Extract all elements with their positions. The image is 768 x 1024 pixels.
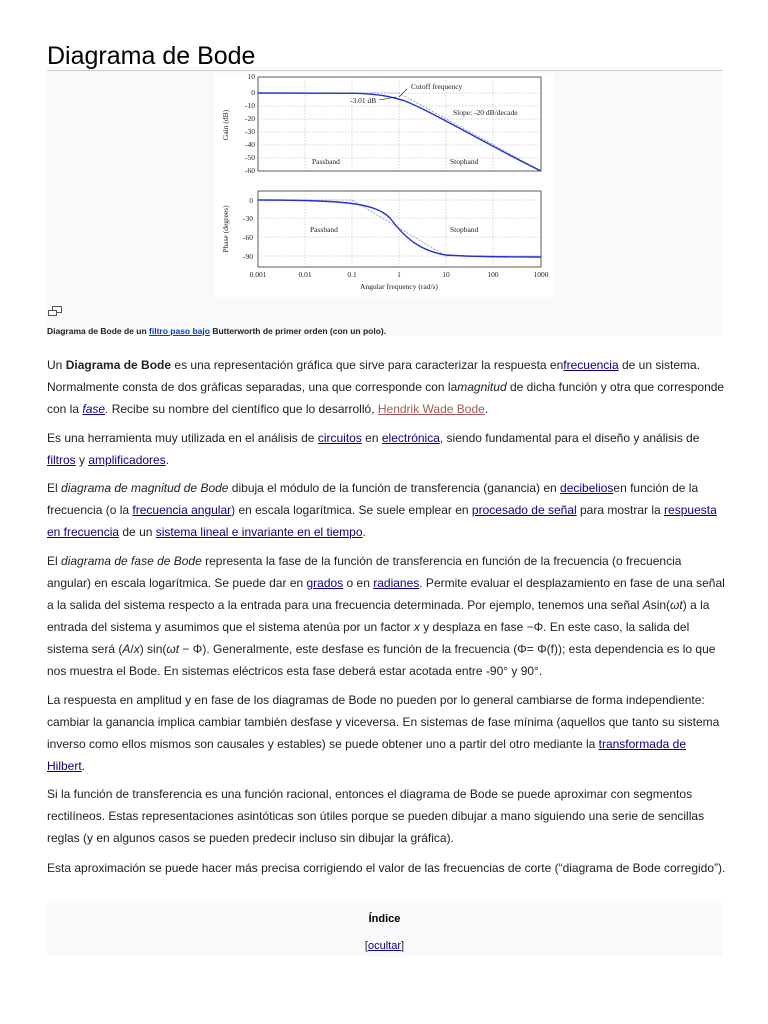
db3-annotation: -3.01 dB (350, 96, 377, 105)
paragraph-magnitude: El diagrama de magnitud de Bode dibuja el módulo de la función de transferencia (ganancia) en decibeliosen función de la frecuencia (o la frecuencia angular) en escala logarítmica. Se suele emplear en procesado de señal para mostrar la respuesta en frecuencia de un sistema lineal e invariante en el tiempo. (47, 481, 717, 539)
mag-ylabel: Gain (dB) (221, 109, 230, 141)
toc-title: Índice (368, 913, 401, 925)
xtick: 0.1 (347, 270, 357, 279)
page-title: Diagrama de Bode (47, 42, 256, 70)
mag-ytick: -30 (245, 127, 255, 136)
mag-ytick: -40 (245, 140, 255, 149)
toc-hide-link[interactable]: ocultar (367, 940, 402, 952)
passband-label: Passband (312, 157, 340, 166)
xtick: 1 (397, 270, 401, 279)
slope-annotation: Slope: -20 dB/decade (453, 108, 518, 117)
mag-ytick: -50 (245, 153, 255, 162)
link-hendrik-bode[interactable]: Hendrik Wade Bode (377, 402, 485, 416)
figure-caption: Diagrama de Bode de un filtro paso bajo Butterworth de primer orden (con un polo). (47, 326, 387, 336)
link-amplificadores[interactable]: amplificadores (88, 453, 166, 467)
link-electronica[interactable]: electrónica (381, 431, 440, 445)
mag-ytick: -60 (245, 166, 255, 175)
link-circuitos[interactable]: circuitos (317, 431, 362, 445)
paragraph-asymptotic: Si la función de transferencia es una función racional, entonces el diagrama de Bode se puede aproximar con segmentos rectilíneos. Estas representaciones asintóticas son útiles porque se pueden dibujar a mano siguiendo una serie de sencillas reglas (y en algunos casos se pueden predecir incluso sin dibujar la gráfica). (47, 787, 705, 845)
phase-ytick: -90 (243, 252, 253, 261)
paragraph-correction: Esta aproximación se puede hacer más precisa corrigiendo el valor de las frecuencias de corte (“diagrama de Bode corregido”). (47, 861, 726, 875)
cutoff-annotation: Cutoff frequency (411, 82, 463, 91)
phase-panel (221, 191, 549, 291)
paragraph-uses: Es una herramienta muy utilizada en el análisis de circuitos en electrónica, siendo fundamental para el diseño y análisis de filtros y amplificadores. (47, 431, 700, 467)
phase-ytick: 0 (249, 196, 253, 205)
link-filtros[interactable]: filtros (47, 453, 76, 467)
paragraph-amplitude-phase: La respuesta en amplitud y en fase de los diagramas de Bode no pueden por lo general cambiarse de forma independiente: cambiar la ganancia implica cambiar también desfase y viceversa. En sistemas de fase mínima (aquellos que tanto su sistema inverso como ellos mismos son causales y estables) se puede obtener uno a partir del otro mediante la transformada de Hilbert. (47, 693, 720, 773)
stopband-label: Stopband (450, 157, 479, 166)
phase-stopband-label: Stopband (450, 225, 479, 234)
phase-xlabel: Angular frequency (rad/s) (360, 282, 438, 291)
link-decibelios[interactable]: decibelios (560, 481, 614, 495)
link-grados[interactable]: grados (306, 576, 344, 590)
magnitude-panel (221, 73, 541, 175)
link-frecuencia[interactable]: frecuencia (563, 358, 619, 372)
enlarge-icon[interactable] (48, 306, 62, 316)
phase-ytick: -30 (243, 214, 253, 223)
link-radianes[interactable]: radianes (373, 576, 420, 590)
paragraph-phase: El diagrama de fase de Bode representa la fase de la función de transferencia en función de la frecuencia (o frecuencia angular) en escala logarítmica. Se puede dar en grados o en radianes. Permite evaluar el desplazamiento en fase de una señal a la salida del sistema respecto a la entrada para una frecuencia determinada. Por ejemplo, tenemos una señal Asin(ωt) a la entrada del sistema y asumimos que el sistema atenúa por un factor x y desplaza en fase −Φ. En este caso, la salida del sistema será (A/x) sin(ωt − Φ). Generalmente, este desfase es función de la frecuencia (Φ= Φ(f)); esta dependencia es lo que nos muestra el Bode. En sistemas eléctricos esta fase deberá estar acotada entre -90° y 90°. (47, 554, 725, 678)
mag-ytick: 0 (251, 88, 255, 97)
xtick: 0.001 (249, 270, 267, 279)
link-respuesta-frecuencia[interactable]: respuesta en frecuencia (47, 503, 717, 539)
link-fase[interactable]: fase (82, 402, 106, 416)
xtick: 1000 (533, 270, 549, 279)
mag-ytick: -20 (245, 114, 255, 123)
bode-plot-image[interactable] (215, 73, 554, 297)
mag-ytick: -10 (245, 101, 255, 110)
link-hilbert[interactable]: transformada de Hilbert (47, 737, 687, 773)
table-of-contents (47, 903, 722, 956)
link-frecuencia-angular[interactable]: frecuencia angular (132, 503, 232, 517)
xtick: 0.01 (298, 270, 312, 279)
phase-ylabel: Phase (degrees) (221, 205, 230, 253)
xtick: 100 (487, 270, 499, 279)
paragraph-intro: Un Diagrama de Bode es una representación gráfica que sirve para caracterizar la respuesta enfrecuencia de un sistema. Normalmente consta de dos gráficas separadas, una que corresponde con lamagnitud de dicha función y otra que corresponde con la fase. Recibe su nombre del científico que lo desarrolló, Hendrik Wade Bode. (47, 358, 725, 416)
xtick: 10 (442, 270, 450, 279)
toc-toggle: [ocultar] (364, 940, 405, 952)
phase-passband-label: Passband (310, 225, 338, 234)
phase-ytick: -60 (243, 233, 253, 242)
caption-link-filtro[interactable]: filtro paso bajo (149, 326, 210, 336)
link-procesado-senal[interactable]: procesado de señal (471, 503, 577, 517)
mag-ytick: 10 (247, 73, 255, 81)
link-sistema-lti[interactable]: sistema lineal e invariante en el tiempo (155, 525, 363, 539)
